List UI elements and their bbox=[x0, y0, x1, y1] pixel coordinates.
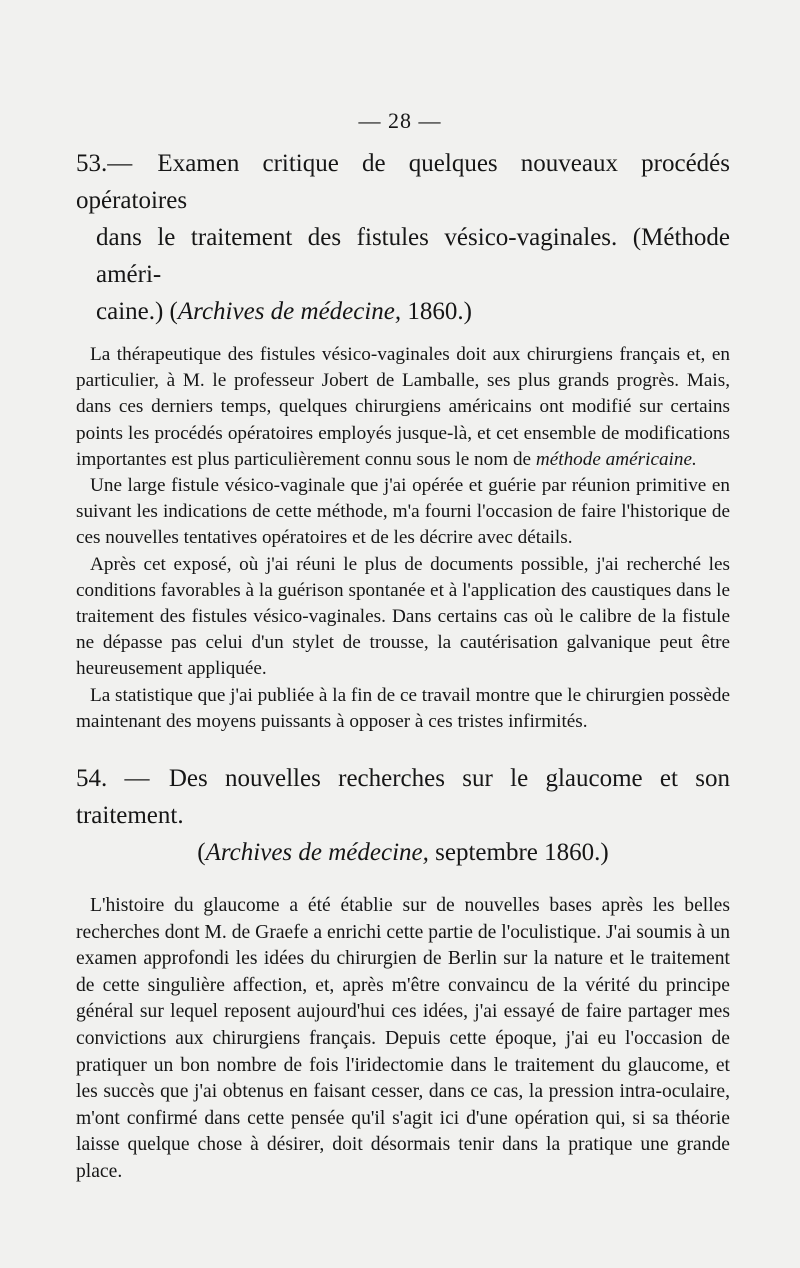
section-54-heading bbox=[76, 760, 730, 834]
section-54-body bbox=[76, 893, 730, 1186]
section-54-paragraph: L'histoire du glaucome a été établie sur de nouvelles bases après les belles recherches dont M. de Graefe a enrichi cette partie de l'oculistique. J'ai soumis à un examen approfondi les idées du chirurgien de Berlin sur la nature et le traitement de cette singulière affection, et, après m'être convaincu de la vérité du principe général sur lequel reposent aujourd'hui ces idées, j'ai essayé de faire partager mes convictions aux chirurgiens français. Depuis cette époque, j'ai eu l'occasion de pratiquer un bon nombre de fois l'iridectomie dans le traitement du glaucome, et les succès que j'ai obtenus en faisant cesser, dans ce cas, la pression intra-oculaire, m'ont confirmé dans cette pensée qu'il s'agit ici d'une opération qui, si sa théorie laisse quelque chose à désirer, doit désormais tenir dans la pratique une grande place. bbox=[76, 895, 730, 1182]
section-53-number: 53.— bbox=[76, 150, 133, 177]
section-54-source bbox=[76, 834, 730, 871]
section-54 bbox=[76, 760, 730, 1186]
section-53-paragraph-4: La statistique que j'ai publiée à la fin de ce travail montre que le chirurgien possède maintenant des moyens puissants à opposer à ces tristes infirmités. bbox=[76, 684, 730, 732]
section-53-title-line3 bbox=[76, 293, 730, 330]
section-53-journal: Archives de médecine, bbox=[177, 298, 402, 325]
section-54-source-rest: septembre 1860.) bbox=[428, 839, 609, 866]
page-number: — 28 — bbox=[358, 108, 442, 133]
section-53-paragraph-2: Une large fistule vésico-vaginale que j'ai opérée et guérie par réunion primitive en suivant les indications de cette méthode, m'a fourni l'occasion de faire l'historique de ces nouvelles tentatives opératoires et de les décrire avec détails. bbox=[76, 475, 730, 549]
section-53-paragraph-1-italic: méthode américaine. bbox=[535, 448, 697, 470]
section-54-source-open: ( bbox=[197, 839, 206, 866]
section-53-paragraph-1 bbox=[76, 342, 730, 473]
section-53-title-line3-a: caine.) ( bbox=[96, 298, 178, 325]
section-53-title-line2: dans le traitement des fistules vésico-vaginales. (Méthode améri- bbox=[96, 224, 730, 288]
section-53-paragraph-3: Après cet exposé, où j'ai réuni le plus de documents possible, j'ai recherché les conditions favorables à la guérison spontanée et à l'application des caustiques dans le traitement des fistules vésico-vaginales. Dans certains cas où le calibre de la fistule ne dépasse pas celui d'un stylet de trousse, la cautérisation galvanique peut être heureusement appliquée. bbox=[76, 553, 730, 680]
section-53-title-line1: Examen critique de quelques nouveaux procédés opératoires bbox=[76, 150, 731, 214]
section-53 bbox=[76, 145, 730, 735]
section-54-title-line1: Des nouvelles recherches sur le glaucome et son traitement. bbox=[76, 765, 730, 829]
section-53-paragraph-1-text: La thérapeutique des fistules vésico-vaginales doit aux chirurgiens français et, en particulier, à M. le professeur Jobert de Lamballe, ses plus grands progrès. Mais, dans ces derniers temps, quelques chirurgiens américains ont modifié sur certains points les procédés opératoires employés jusque-là, et cet ensemble de modifications importantes est plus particulièrement connu sous le nom de bbox=[76, 344, 730, 470]
section-54-journal: Archives de médecine, bbox=[205, 839, 429, 866]
section-53-title-line3-b: 1860.) bbox=[401, 298, 472, 325]
section-54-number: 54. — bbox=[76, 765, 150, 792]
section-53-body bbox=[76, 342, 730, 735]
section-53-heading bbox=[76, 145, 730, 330]
